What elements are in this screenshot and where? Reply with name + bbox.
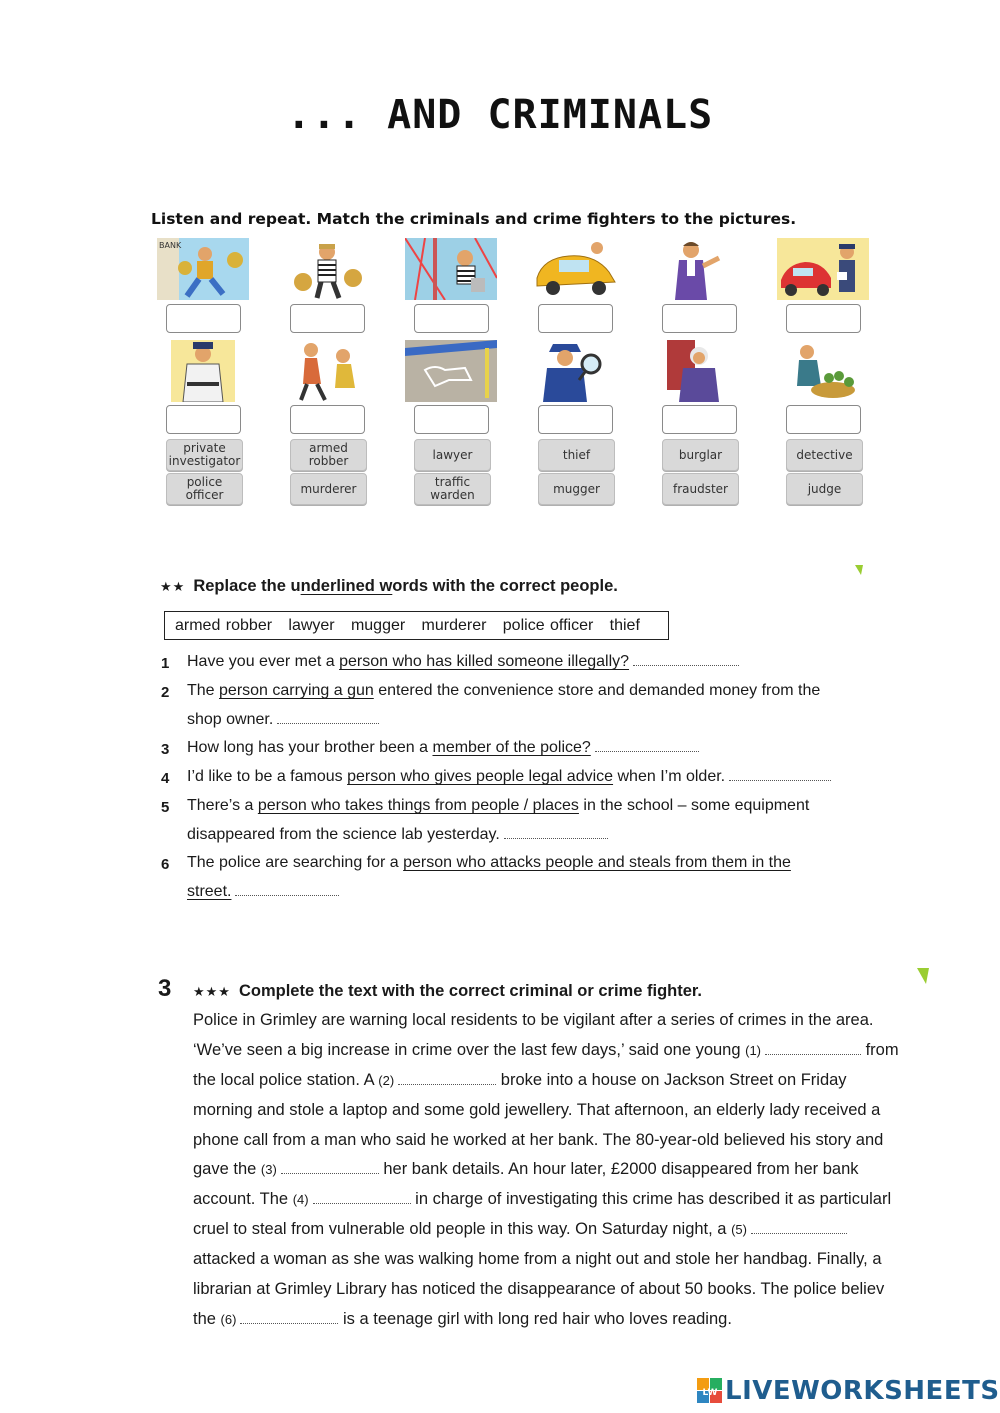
answer-blank[interactable] [277,723,379,724]
question-5-continued: disappeared from the science lab yesterday. [187,826,608,844]
question-6: The police are searching for a person who attacks people and steals from them in the [187,854,791,871]
answer-box-4[interactable] [538,304,613,333]
question-number: 3 [161,741,170,758]
text-line: account. The (4) in charge of investigating this crime has described it as particularl [193,1190,892,1208]
question-2: The person carrying a gun entered the convenience store and demanded money from the [187,682,821,699]
answer-box-1[interactable] [166,304,241,333]
question-number: 5 [161,799,170,816]
word-tile[interactable]: mugger [538,473,615,505]
word-tile[interactable]: traffic warden [414,473,491,505]
answer-blank[interactable] [595,751,699,752]
picture-detective [529,340,621,402]
text-line: phone call from a man who said he worked at her bank. The 80-year-old believed his story and [193,1131,884,1149]
picture-fraudster [653,238,745,300]
picture-thief-with-bag [281,238,373,300]
text-line: attacked a woman as she was walking home from a night out and stole her handbag. Finally, a [193,1250,882,1268]
word-tile[interactable]: fraudster [662,473,739,505]
blank-6[interactable] [240,1323,338,1324]
question-4: I’d like to be a famous person who gives people legal advice when I’m older. [187,768,831,786]
corner-marker [917,968,929,984]
answer-blank[interactable] [235,895,339,896]
question-number: 4 [161,770,170,787]
exercise-3-number: 3 [158,975,172,1002]
picture-mugger [281,340,373,402]
text-line: gave the (3) her bank details. An hour later, £2000 disappeared from her bank [193,1160,859,1178]
picture-traffic-warden [777,238,869,300]
word-tile[interactable]: murderer [290,473,367,505]
exercise-1-instruction: Listen and repeat. Match the criminals and crime fighters to the pictures. [151,210,797,228]
picture-crime-scene [405,340,497,402]
text-line: librarian at Grimley Library has noticed the disappearance of about 50 books. The police believ [193,1280,885,1298]
answer-box-9[interactable] [414,405,489,434]
picture-burglar-running [157,238,249,300]
word-tile[interactable]: private investigator [166,439,243,471]
question-number: 2 [161,684,170,701]
picture-private-investigator [777,340,869,402]
answer-box-11[interactable] [662,405,737,434]
answer-box-2[interactable] [290,304,365,333]
text-line: Police in Grimley are warning local residents to be vigilant after a series of crimes in the area. [193,1011,874,1029]
word-tile[interactable]: lawyer [414,439,491,471]
text-line: cruel to steal from vulnerable old people in this way. On Saturday night, a (5) [193,1220,847,1239]
question-2-continued: shop owner. [187,711,379,729]
blank-4[interactable] [313,1203,411,1204]
svg-text:BANK: BANK [159,241,182,250]
word-tile[interactable]: thief [538,439,615,471]
answer-blank[interactable] [729,780,831,781]
corner-marker [855,565,863,575]
blank-2[interactable] [398,1084,496,1085]
answer-box-3[interactable] [414,304,489,333]
word-tile[interactable]: detective [786,439,863,471]
answer-box-8[interactable] [290,405,365,434]
text-line: morning and stole a laptop and some gold jewellery. That afternoon, an elderly lady received a [193,1101,881,1119]
logo-text: LIVEWORKSHEETS [725,1376,1000,1406]
word-tile[interactable]: police officer [166,473,243,505]
answer-blank[interactable] [633,665,739,666]
word-bank: armed robber lawyer mugger murderer police officer thief [164,611,669,640]
word-tile[interactable]: burglar [662,439,739,471]
liveworksheets-logo [697,1376,1000,1406]
text-line: ‘We’ve seen a big increase in crime over the last few days,’ said one young (1) from [193,1041,899,1059]
question-3: How long has your brother been a member of the police? [187,739,699,757]
picture-burglar-window [405,238,497,300]
question-number: 1 [161,655,170,672]
page-title: ... AND CRIMINALS [286,92,714,138]
logo-icon [697,1378,723,1404]
blank-3[interactable] [281,1173,379,1174]
word-tile[interactable]: judge [786,473,863,505]
answer-box-6[interactable] [786,304,861,333]
question-5: There’s a person who takes things from people / places in the school – some equipment [187,797,810,814]
blank-5[interactable] [751,1233,847,1234]
difficulty-stars: ★★ [160,579,186,594]
picture-police-officer [157,340,249,402]
text-line: the (6) is a teenage girl with long red hair who loves reading. [193,1310,732,1328]
answer-box-5[interactable] [662,304,737,333]
question-number: 6 [161,856,170,873]
word-tile[interactable]: armed robber [290,439,367,471]
svg-text:LW: LW [702,1388,718,1398]
exercise-2-heading: ★★ Replace the underlined words with the correct people. [160,577,618,595]
answer-blank[interactable] [504,838,608,839]
picture-car-traffic [529,238,621,300]
exercise-3-heading: ★★★ Complete the text with the correct criminal or crime fighter. [193,982,702,1000]
answer-box-12[interactable] [786,405,861,434]
question-1: Have you ever met a person who has killed someone illegally? [187,653,739,671]
text-line: the local police station. A (2) broke into a house on Jackson Street on Friday [193,1071,847,1089]
picture-judge [653,340,745,402]
difficulty-stars: ★★★ [193,984,231,999]
blank-1[interactable] [765,1054,861,1055]
answer-box-10[interactable] [538,405,613,434]
answer-box-7[interactable] [166,405,241,434]
question-6-continued: street. [187,883,339,901]
